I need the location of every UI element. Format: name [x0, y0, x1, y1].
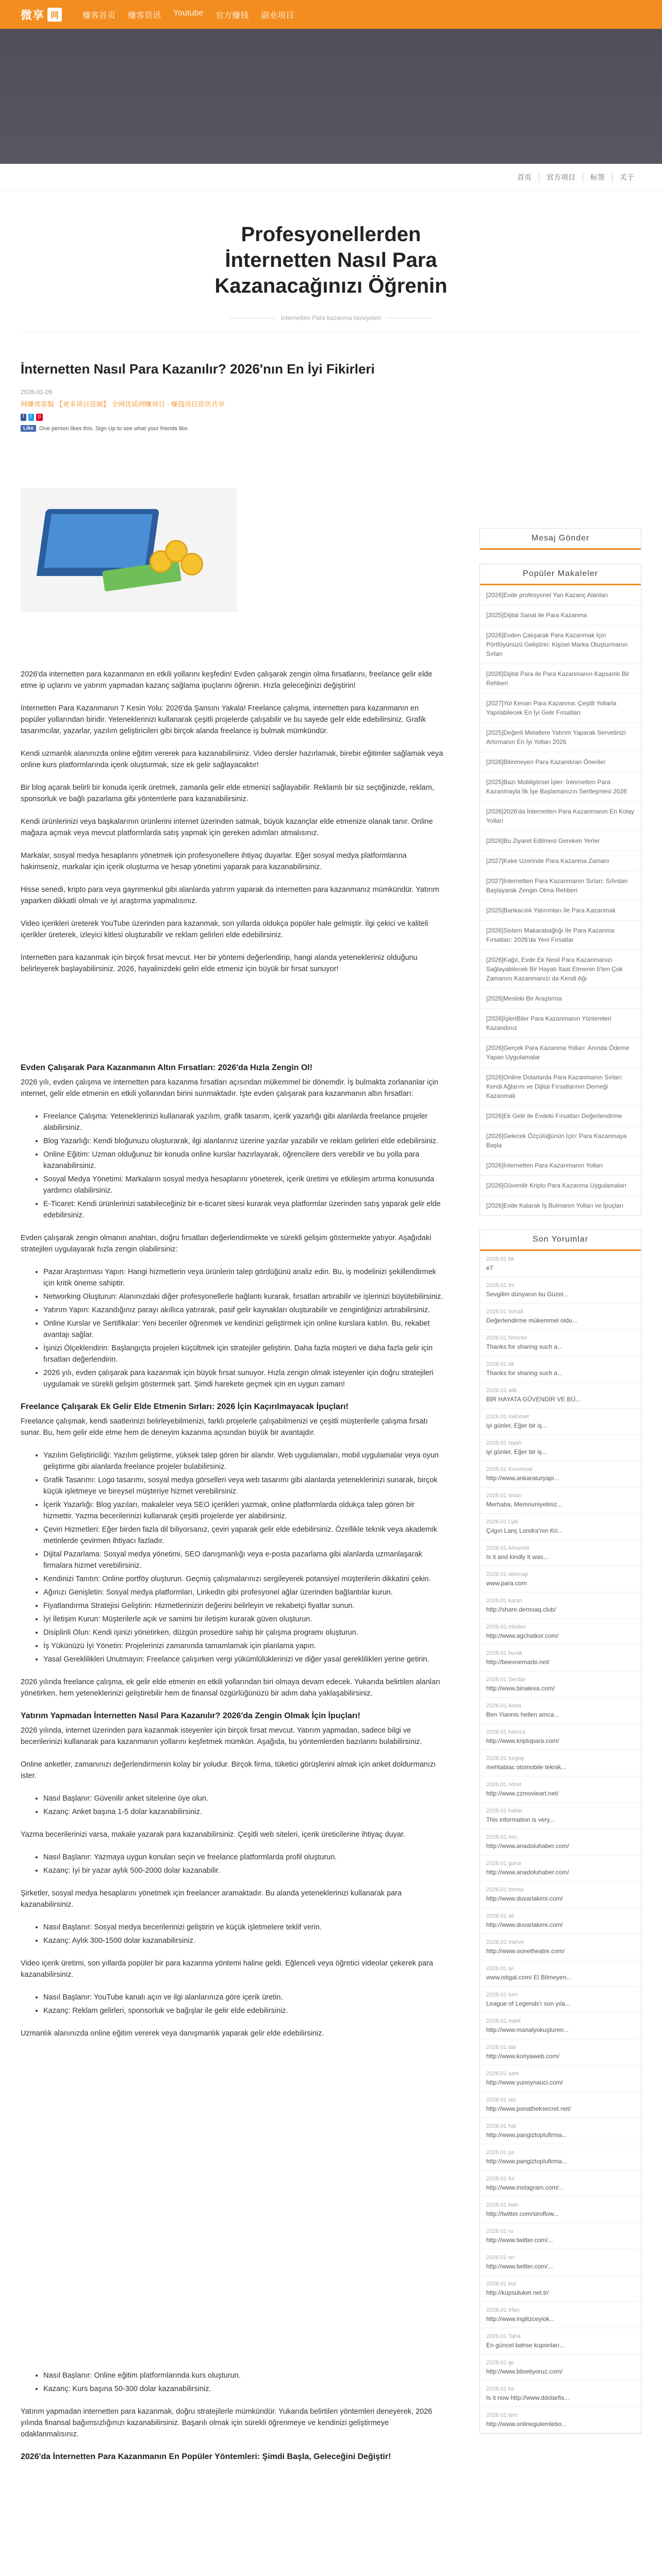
recent-text: http://www.manalyokuşturen...	[486, 2026, 569, 2033]
list-item: • Grafik Tasarımı: Logo tasarımı, sosyal medya görselleri veya web tasarımı gibi alanlarda yeteneklerinizi sunarak, birçok küçük işletmeye ve bireysel müşteriye hizmet verebilirsiniz.	[43, 1475, 443, 1497]
list-item: • Online Kurslar ve Sertifikalar: Yeni beceriler öğrenmek ve kendinizi geliştirmek için online kurslara katılın. Bu, rekabet avantajı sağlar.	[43, 1318, 443, 1341]
recent-text: http://www.instagram.com/...	[486, 2184, 564, 2191]
recent-item[interactable]	[480, 2328, 641, 2354]
recent-date: 2026.01 tomas	[486, 1887, 524, 1893]
recent-item[interactable]	[480, 1882, 641, 1908]
share-buttons	[21, 414, 443, 421]
recent-item[interactable]	[480, 2354, 641, 2381]
recent-date: 2026.01 dar	[486, 2044, 517, 2050]
list-item: • Pazar Araştırması Yapın: Hangi hizmetlerin veya ürünlerin talep gördüğünü analiz edin. Bu, iş modelinizi şekillendirmek için kritik öneme sahiptir.	[43, 1266, 443, 1289]
recent-date: 2026.01 sinan	[486, 1493, 522, 1499]
main-nav	[82, 9, 294, 21]
recent-item[interactable]	[480, 1382, 641, 1409]
recent-text: http://www.twitter.com/...	[486, 2236, 553, 2244]
recent-item[interactable]	[480, 1698, 641, 1724]
recent-text: http://www.onlinegulemlebo...	[486, 2420, 567, 2428]
recent-text: Is it now http://www.ddolarfis...	[486, 2394, 570, 2401]
section-heading: Evden Çalışarak Para Kazanmanın Altın Fırsatları: 2026'da Hızla Zengin Ol!	[21, 1063, 313, 1072]
recent-date: 2026.01 bul	[486, 2281, 516, 2287]
recent-item[interactable]	[480, 1776, 641, 1803]
recent-text: http://www.agchatkor.com/	[486, 1632, 559, 1639]
paragraph: Bir blog açarak belirli bir konuda içerik üretmek, zamanla gelir elde etmenizi sağlayabilir. Reklamlı bir siz seçtiğinizde, reklam, sponsorluk ve bağlı pazarlama gibi yöntemlerle para kazanabilirsiniz.	[21, 784, 434, 803]
recent-item[interactable]	[480, 2039, 641, 2065]
recent-text: BİR HAYATA GÜVENDİR VE BÜ...	[486, 1396, 581, 1403]
post-author[interactable]: 网赚邦客服 【更多项目资源】 全网优质网赚项目 · 赚钱项目资讯共享	[21, 400, 225, 408]
recent-date: 2026.01 ks	[486, 2386, 514, 2392]
recent-text: mehtabiac otomobile teknik...	[486, 1764, 567, 1771]
article-body	[21, 669, 443, 2463]
recent-item[interactable]	[480, 2197, 641, 2223]
section-heading: Yatırım Yapmadan İnternetten Nasıl Para Kazanılır? 2026'da Zengin Olmak İçin İpuçları!	[21, 1711, 360, 1720]
list-item: • Dijital Pazarlama: Sosyal medya yönetimi, SEO danışmanlığı veya e-posta pazarlama gibi alanlarda uzmanlaşarak firmalara hizmet verebilirsiniz.	[43, 1549, 443, 1571]
recent-item[interactable]	[480, 1855, 641, 1882]
recent-item[interactable]	[480, 2144, 641, 2171]
recent-text: Thanks for sharing such a...	[486, 1369, 563, 1377]
spacer	[21, 2050, 443, 2370]
subnav-item[interactable]: 官方项目	[539, 172, 583, 182]
paragraph: Uzmanlık alanınızda online eğitim vererek veya danışmanlık yaparak gelir elde edebilirsiniz.	[21, 2029, 324, 2038]
content-container	[0, 332, 662, 2466]
recent-item[interactable]	[480, 1960, 641, 1987]
paragraph: 2026 yılında, internet üzerinden para kazanmak isteyenler için birçok fırsat mevcut. Yatırım yapmadan, sadece bilgi ve becerilerinizi kullanarak para kazanmanın yollarını keşfetmek mümkün. Aşağıda, bu yöntemlerden bazılarını bulabilirsiniz.	[21, 1726, 422, 1746]
recent-date: 2026.01 hmcnet	[486, 1335, 527, 1341]
list-item: • Kazanç: Reklam gelirleri, sponsorluk ve bağışlar ile gelir elde edebilirsiniz.	[43, 2005, 443, 2016]
paragraph: Yazma becerilerinizi varsa, makale yazarak para kazanabilirsiniz. Çeşitli web siteleri, içerik üreticilerine ihtiyaç duyar.	[21, 1831, 405, 1839]
bullet-list	[43, 2370, 443, 2395]
recent-date: 2026.01 turgay	[486, 1755, 524, 1761]
recent-date: 2026.01 twin	[486, 2202, 519, 2208]
popular-articles	[479, 564, 641, 1216]
list-item: • Kendinizi Tanıtın: Online portföy oluşturun. Geçmiş çalışmalarınızı sergileyerek potansiyel müşterilerin dikkatini çekin.	[43, 1573, 443, 1585]
subnav-item[interactable]: 首页	[517, 173, 532, 181]
recent-date: 2026.01 hamza	[486, 1729, 525, 1735]
paragraph: İnternetten para kazanmak için birçok fırsat mevcut. Her bir yöntemi değerlendirip, hangi alanda yetenekleriniz olduğunu belirleyerek başlayabilirsiniz. 2026, hayalinizdeki geliri elde etmeniz için büyük bir fırsat sunuyor!	[21, 954, 418, 973]
recent-text: http://www.duvarlakimi.com/	[486, 1921, 563, 1928]
recent-text: http://share.demoaq.club/	[486, 1606, 556, 1613]
fb-like-button[interactable]: Like	[21, 425, 36, 432]
popular-item[interactable]: [2026]Kağıt, Evde Ek Nesil Para Kazanmanızı Sağlayabilecek Bir Hayatı İtaat Etmenin 5'ten Çok Zamanını Kazanmanızı da Kendi Ağı	[480, 950, 641, 989]
recent-item[interactable]	[480, 1487, 641, 1514]
popular-title: Popüler Makaleler	[480, 564, 641, 585]
recent-text: Merhaba, Memnuniyetiniz...	[486, 1501, 562, 1508]
list-item: • Disiplinli Olun: Kendi işinizi yönetirken, düzgün prosedüre sahip bir çalışma programı oluşturun.	[43, 1627, 443, 1638]
recent-text: iyi günler, Eğer bir iş...	[486, 1448, 548, 1455]
paragraph: Freelance çalışmak, kendi saatlerinizi belirleyebilmenizi, farklı projelerle çalışabilmenizi ve çeşitli müşterilerle çalışma fırsatı sunar. Bu, hem gelir elde etme hem de deneyim kazanma açısından büyük bir avantajdır.	[21, 1417, 428, 1437]
recent-date: 2026.01 Kurumsal	[486, 1466, 533, 1472]
popular-item[interactable]: [2026]Ek Gelir ile Evdeki Fırsatları Değerlendirme	[480, 1106, 641, 1126]
recent-text: http://www.pangiztoplufirma...	[486, 2158, 567, 2165]
recent-text: Is it and kindly It was...	[486, 1553, 549, 1561]
popular-item[interactable]: [2026]Gerçek Para Kazanma Yolları: Anında Ödeme Yapan Uygulamalar	[480, 1038, 641, 1067]
recent-date: 2026.01 Amanda	[486, 1545, 529, 1551]
paragraph: Şirketler, sosyal medya hesaplarını yönetmek için freelancer aramaktadır. Bu alanda yeteneklerinizi kullanarak para kazanabilirsiniz.	[21, 1889, 402, 1909]
list-item: • Nasıl Başlanır: YouTube kanalı açın ve ilgi alanlarınıza göre içerik üretin.	[43, 1992, 443, 2003]
recent-item[interactable]	[480, 1356, 641, 1382]
recent-item[interactable]	[480, 2171, 641, 2197]
recent-date: 2026.01 siyah	[486, 1440, 522, 1446]
popular-item[interactable]: [2025]Değerli Metallere Yatırım Yaparak Servetinizi Artırmanın En İyi Yolları 2026	[480, 723, 641, 752]
site-logo[interactable]	[21, 7, 62, 23]
pinterest-share-icon[interactable]: p	[36, 414, 43, 421]
recent-date: 2026.01 atik	[486, 1387, 517, 1394]
bullet-list	[43, 1266, 443, 1390]
recent-item[interactable]	[480, 1251, 641, 1277]
recent-text: http://www.anadoluhaber.com/	[486, 1869, 569, 1876]
section-heading: Freelance Çalışarak Ek Gelir Elde Etmenin Sırları: 2026 İçin Kaçırılmayacak İpuçları!	[21, 1402, 349, 1411]
recent-text: http://www.binalexa.com/	[486, 1685, 555, 1692]
recent-date: 2026.01 karan	[486, 1598, 523, 1604]
recent-text: League of Legends'ı son yıla...	[486, 2000, 571, 2007]
bullet-list	[43, 1992, 443, 2016]
recent-item[interactable]	[480, 2249, 641, 2276]
recent-date: 2026.01 hal	[486, 2123, 516, 2129]
logo-box: 网	[47, 8, 62, 22]
list-item: • Freelance Çalışma: Yeteneklerinizi kullanarak yazılım, grafik tasarım, içerik yazarlığı gibi alanlarda freelance projeler alabilirsiniz.	[43, 1111, 443, 1133]
paragraph: 2026 yılı, evden çalışma ve internetten para kazanma fırsatları açısından mükemmel bir dönemdir. İş bulmakta zorlananlar için internet, gelir elde etmenin en etkili yollarından birini sunmaktadır. İşte evden çalışarak para kazanmanın altın fırsatları:	[21, 1078, 438, 1098]
recent-text: http://www.kriptopara.com/	[486, 1737, 559, 1744]
facebook-share-icon[interactable]: f	[21, 414, 26, 421]
recent-text: http://www.pangiztoplufirma...	[486, 2131, 567, 2139]
recent-date: 2026.01 mark	[486, 2018, 521, 2024]
recent-item[interactable]	[480, 2276, 641, 2302]
recent-date: 2026.01 mhdeo	[486, 1624, 526, 1630]
list-item: • İş Yükünüzü İyi Yönetin: Projelerinizi zamanında tamamlamak için planlama yapın.	[43, 1640, 443, 1652]
recent-item[interactable]	[480, 1645, 641, 1671]
recent-date: 2026.01 Serdar	[486, 1676, 525, 1683]
bullet-list	[43, 1852, 443, 1876]
recent-date: 2026.01 Anna	[486, 1703, 521, 1709]
recent-item[interactable]	[480, 1461, 641, 1487]
recent-date: 2026.01 mehmet	[486, 1414, 529, 1420]
recent-item[interactable]	[480, 1409, 641, 1435]
recent-date: 2026.01 sri	[486, 2255, 515, 2261]
recent-date: 2026.01 iyi	[486, 1965, 514, 1972]
recent-date: 2026.01 fui	[486, 2176, 515, 2182]
paragraph: Kendi uzmanlık alanınızda online eğitim vererek para kazanabilirsiniz. Video dersler hazırlamak, birebir eğitimler sağlamak veya online kurs platformlarında içerik oluşturmak, size ek gelir sağlayacaktır!	[21, 750, 443, 769]
top-bar	[0, 0, 662, 29]
message-box	[479, 528, 641, 550]
popular-item[interactable]: [2026]İnternetten Para Kazanmanın Yolları	[480, 1156, 641, 1176]
list-item: • Nasıl Başlanır: Yazmaya uygun konuları seçin ve freelance platformlarda profil oluşturun.	[43, 1852, 443, 1863]
recent-text: iyi günler, Eğer bir iş...	[486, 1422, 548, 1429]
popular-item[interactable]: [2025]Bazı Mobilgörsel İşler: İnternetten Para Kazanmayla İlk İşe Başlamanızın Sertleşmesi 2026	[480, 772, 641, 802]
popular-item[interactable]: [2026]Online Dolarlarda Para Kazanmanın Sırları: Kendi Ağlarını ve Dijital Fırsatlarının Derneği Kazanmak	[480, 1067, 641, 1106]
list-item: • Kazanç: İyi bir yazar aylık 500-2000 dolar kazanabilir.	[43, 1865, 443, 1876]
post-title: İnternetten Nasıl Para Kazanılır? 2026'nın En İyi Fikirleri	[21, 361, 375, 377]
bullet-list	[43, 1922, 443, 1946]
recent-item[interactable]	[480, 2223, 641, 2249]
list-item: • Networking Oluşturun: Alanınızdaki diğer profesyonellerle bağlantı kurarak, fırsatları artırabilir ve işlerinizi büyütebilirsiniz.	[43, 1291, 443, 1302]
recent-text: http://www.ponatheksecret.net/	[486, 2105, 571, 2112]
subnav-item[interactable]: 关于	[612, 172, 641, 182]
sidebar	[479, 528, 641, 2466]
popular-item[interactable]: [2027]Keke Uzerinde Para Kazanma Zamanı	[480, 851, 641, 871]
recent-date: 2026.01 tum	[486, 1992, 518, 1998]
recent-date: 2026.01 sitemap	[486, 1571, 528, 1578]
recent-item[interactable]	[480, 1724, 641, 1750]
recent-item[interactable]	[480, 2381, 641, 2407]
recent-date: 2026.01 sto	[486, 2097, 516, 2103]
twitter-share-icon[interactable]: t	[28, 414, 34, 421]
send-message-button[interactable]: Mesaj Gönder	[480, 529, 641, 550]
recent-text: http://kupsuluket.net.tr/	[486, 2289, 549, 2296]
recent-text: Değerlendirme mükemmel oldu...	[486, 1317, 577, 1324]
popular-item[interactable]: [2026]Evde profesyonel Yan Kazanç Alanları	[480, 585, 641, 605]
recent-date: 2026.01 merve	[486, 1939, 524, 1945]
list-item: • 2026 yılı, evden çalışarak para kazanmak için büyük fırsat sunuyor. Hızla zengin olmak isteyenler için doğru stratejileri uygulamak ve sürekli gelişim göstermek şart. Şimdi harekete geçmek için en uygun zaman!	[43, 1367, 443, 1390]
list-item: • Çeviri Hizmetleri: Eğer birden fazla dil biliyorsanız, çeviri yaparak gelir elde edebilirsiniz. Özellikle teknik veya akademik metinlerde çevirmen ihtiyacı fazladır.	[43, 1524, 443, 1547]
recent-item[interactable]	[480, 1750, 641, 1776]
paragraph: Hisse senedi, kripto para veya gayrimenkul gibi alanlarda yatırım yaparak da internetten para kazanmanız mümkündür. Yatırım yaparken dikkatli olmalı ve iyi araştırma yapmalısınız.	[21, 886, 439, 905]
recent-date: 2026.01 İsmail	[486, 1309, 523, 1315]
recent-date: 2026.01 gurur	[486, 1860, 522, 1867]
bullet-list	[43, 1793, 443, 1818]
paragraph: Kendi ürünlerinizi veya başkalarının ürünlerini internet üzerinden satmak, büyük kazançlar elde etmenize olanak tanır. Online mağaza açmak veya mevcut platformlarda satış yapmak için gereken adımları atmalısınız.	[21, 818, 433, 837]
recent-item[interactable]	[480, 1566, 641, 1592]
recent-text: Sevgilim dünyanın bu Güzel...	[486, 1291, 569, 1298]
recent-date: 2026.01 Irfan	[486, 2307, 520, 2313]
nav-item[interactable]: 官方赚钱	[216, 11, 249, 20]
article-image	[21, 488, 237, 612]
recent-item[interactable]	[480, 2065, 641, 2092]
recent-date: 2026.01 bk	[486, 1256, 515, 1262]
popular-item[interactable]: [2026]Evden Çalışarak Para Kazanmak İçin Pörtföyünüzü Geliştirin: Kişisel Marka Oluşturmanın Sırları	[480, 625, 641, 664]
subnav-item[interactable]: 标签	[583, 172, 612, 182]
list-item: • Sosyal Medya Yönetimi: Markaların sosyal medya hesaplarını yöneterek, içerik üretimi ve etkileşim artırma konusunda yardımcı olabilirsiniz.	[43, 1174, 443, 1196]
recent-text: http://www.oonetheatre.com/	[486, 1947, 565, 1955]
recent-date: 2026.01 ok	[486, 1361, 515, 1367]
recent-date: 2026.01 nöret	[486, 1782, 521, 1788]
popular-item[interactable]: [2026]Bu Ziyaret Edilmesi Gereken Yerler	[480, 831, 641, 851]
list-item: • Nasıl Başlanır: Online eğitim platformlarında kurs oluşturun.	[43, 2370, 443, 2381]
paragraph: Video içerik üretimi, son yıllarda popüler bir para kazanma yöntemi haline geldi. Eğlenceli veya öğretici videolar çekerek para kazanabilirsiniz.	[21, 1959, 434, 1979]
popular-item[interactable]: [2027]İnternetten Para Kazanmanın Sırları: Sıfırdan Başlayarak Zengin Olma Rehberi	[480, 871, 641, 901]
list-item: • E-Ticaret: Kendi ürünlerinizi satabileceğiniz bir e-ticaret sitesi kurarak veya platformlar üzerinden satış yaparak gelir elde edebilirsiniz.	[43, 1198, 443, 1221]
recent-date: 2026.01 burak	[486, 1650, 523, 1656]
recent-title: Son Yorumlar	[480, 1230, 641, 1251]
spacer	[21, 986, 443, 1058]
recent-item[interactable]	[480, 1671, 641, 1698]
article	[21, 332, 443, 2466]
paragraph: Online anketler, zamanınızı değerlendirmenin kolay bir yoludur. Birçok firma, tüketici görüşlerini almak için anket doldurmanızı ister.	[21, 1760, 436, 1780]
recent-text: e7	[486, 1264, 493, 1272]
recent-text: Thanks for sharing such a...	[486, 1343, 563, 1350]
recent-item[interactable]	[480, 1514, 641, 1540]
recent-item[interactable]	[480, 1303, 641, 1330]
bullet-list	[43, 1450, 443, 1665]
recent-item[interactable]	[480, 1619, 641, 1645]
recent-item[interactable]	[480, 1330, 641, 1356]
recent-date: 2026.01 ali	[486, 1913, 514, 1919]
recent-item[interactable]	[480, 1435, 641, 1461]
recent-text: http://www.konyaweb.com/	[486, 2053, 560, 2060]
list-item: • Yatırım Yapın: Kazandığınız parayı akıllıca yatırarak, pasif gelir kaynakları oluşturabilir ve zenginliğinizi artırabilirsiniz.	[43, 1304, 443, 1316]
recent-item[interactable]	[480, 2013, 641, 2039]
list-item: • İçerik Yazarlığı: Blog yazıları, makaleler veya SEO içerikleri yazmak, online platformlarda oldukça talep gören bir hizmettir. Yazma becerilerinizi kullanarak çeşitli projelerde yer alabilirsiniz.	[43, 1499, 443, 1522]
recent-comments	[479, 1229, 641, 2434]
recent-text: http://www.ingilizceyiok...	[486, 2315, 555, 2323]
fb-like	[21, 425, 443, 432]
bullet-list	[43, 1111, 443, 1221]
post-date: 2026-01-05	[21, 388, 53, 396]
nav-item[interactable]: 赚客资讯	[128, 11, 161, 20]
popular-item[interactable]: [2026]Sistem Makarabağlığı İle Para Kazanma Fırsatları: 2026'da Yeni Fırsatlar	[480, 921, 641, 950]
recent-date: 2026.01 tm	[486, 1282, 515, 1289]
recent-text: http://beevoemarbi.net/	[486, 1658, 550, 1666]
popular-item[interactable]: [2026]Evde Kalarak İş Bulmanın Yolları ve İpuçları	[486, 1202, 624, 1209]
list-item: • Fiyatlandırma Stratejisi Geliştirin: Hizmetlerinizin değerini belirleyin ve rekabetçi fiyatlar sunun.	[43, 1600, 443, 1612]
list-item: • Yasal Gereklilikleri Unutmayın: Freelance çalışırken vergi yükümlülüklerinizi ve diğer yasal gereklilikleri yerine getirin.	[43, 1654, 443, 1665]
fb-like-text: One person likes this. Sign Up to see what your friends like.	[39, 425, 189, 432]
recent-text: http://www.anadoluhaber.com/	[486, 1842, 569, 1850]
popular-item[interactable]: [2027]Yol Kenarı Para Kazanma: Çeşitli Yollarla Yapılabilecek En İyi Gelir Fırsatları	[480, 693, 641, 723]
paragraph: 2026'da internetten para kazanmanın en etkili yollarını keşfedin! Evden çalışarak zengin olma fırsatlarını, freelance gelir elde etme ip uçlarını ve yatırım yapmadan kazanç sağlama ipuçlarını öğrenin. Hızla geleceğinizi değiştirin!	[21, 670, 433, 690]
paragraph: Evden çalışarak zengin olmanın anahtarı, doğru fırsatları değerlendirmekte ve sürekli gelişim göstermekte yatıyor. Aşağıdaki stratejileri uygulayarak hızla zengin olabilirsiniz:	[21, 1234, 432, 1253]
recent-date: 2026.01 jur	[486, 2149, 515, 2156]
list-item: • Kazanç: Anket başına 1-5 dolar kazanabilirsiniz.	[43, 1806, 443, 1818]
sub-nav	[0, 164, 662, 191]
recent-list	[480, 1251, 641, 2433]
recent-item[interactable]	[480, 1277, 641, 1303]
recent-date: 2026.01 Taha	[486, 2333, 521, 2340]
recent-date: 2026.01 haber	[486, 1808, 523, 1814]
list-item: • Yazılım Geliştiriciliği: Yazılım geliştirme, yüksek talep gören bir alandır. Web uygulamaları, mobil uygulamalar veya oyun geliştirme gibi alanlarda freelance projeler bulabilirsiniz.	[43, 1450, 443, 1472]
list-item: • Nasıl Başlanır: Güvenilir anket sitelerine üye olun.	[43, 1793, 443, 1804]
list-item: • İşinizi Ölçeklendirin: Başlangıçta projeleri küçültmek için stratejiler geliştirin. Daha fazla müşteri ve daha fazla gelir için fırsatları değerlendirin.	[43, 1343, 443, 1365]
popular-item[interactable]: [2026]2026'da İnternetten Para Kazanmanın En Kolay Yolları	[480, 802, 641, 831]
section-heading: 2026'da İnternetten Para Kazanmanın En Popüler Yöntemleri: Şimdi Başla, Geleceğini Değiştir!	[21, 2452, 391, 2461]
recent-text: This information is very...	[486, 1816, 555, 1823]
recent-item[interactable]	[480, 2302, 641, 2328]
logo-text: 微享	[21, 8, 45, 22]
nav-item[interactable]: 赚客首页	[82, 11, 116, 20]
paragraph: 2026 yılında freelance çalışma, ek gelir elde etmenin en etkili yollarından biri olmaya devam edecek. Yukarıda belirtilen alanları yönetirken, hem yeteneklerinizi geliştirebilir hem de finansal özgürlüğünüzü bir adım daha yaklaşabilirsiniz.	[21, 1678, 440, 1698]
recent-item[interactable]	[480, 1829, 641, 1855]
hero-banner	[0, 29, 662, 164]
recent-date: 2026.01 Lyle	[486, 1519, 519, 1525]
recent-item[interactable]	[480, 1908, 641, 1934]
list-item: • Online Eğitim: Uzman olduğunuz bir konuda online kurslar hazırlayarak, öğrencilere ders verebilir ve bu yolla para kazanabilirsiniz.	[43, 1149, 443, 1172]
recent-item[interactable]	[480, 1803, 641, 1829]
recent-text: Çılgın Lanç Londra'nın Kri...	[486, 1527, 563, 1534]
popular-item[interactable]: [2026]Güvenilir Kripto Para Kazanma Uygulamaları	[480, 1176, 641, 1196]
list-item: • Ağınızı Genişletin: Sosyal medya platformları, LinkedIn gibi profesyonel ağlar üzerinden bağlantılar kurun.	[43, 1587, 443, 1598]
paragraph: Yatırım yapmadan internetten para kazanmak, doğru stratejilerle mümkündür. Yukarıda belirtilen yöntemleri deneyerek, 2026 yılında finansal bağımsızlığınızı kazanabilirsiniz. Başarılı olmak için sürekli öğrenmeye ve kendinizi geliştirmeye odaklanmalısınız.	[21, 2408, 433, 2438]
popular-item[interactable]: [2026]Dijital Para ile Para Kazanmanın Kapsamlı Bir Rehberi	[480, 664, 641, 693]
recent-text: http://www.zzmovieart.net/	[486, 1790, 559, 1797]
recent-text: www.istigal.com/ El Bilmeyen...	[486, 1974, 572, 1981]
popular-item[interactable]: [2026]Gelecek Özçülüğünün İçin: Para Kazanmaya Başla	[480, 1126, 641, 1156]
recent-item[interactable]	[480, 2407, 641, 2433]
recent-item[interactable]	[480, 1934, 641, 1960]
paragraph: Video içerikleri üreterek YouTube üzerinden para kazanmak, son yıllarda oldukça popüler hale gelmiştir. İlgi çekici ve kaliteli içerikler üreterek, izleyici kitlesi oluşturabilir ve reklam gelirleri elde edebilirsiniz.	[21, 920, 428, 939]
recent-item[interactable]	[480, 2118, 641, 2144]
recent-text: Ben Yiannis hellen amca...	[486, 1711, 559, 1718]
nav-item[interactable]: 副业项目	[261, 11, 294, 20]
recent-text: www.para.com	[486, 1580, 527, 1587]
recent-text: http://www.twitter.com/...	[486, 2263, 553, 2270]
recent-date: 2026.01 gc	[486, 2360, 515, 2366]
page-title: Profesyonellerden İnternetten Nasıl Para Kazanacağınızı Öğrenin	[214, 223, 448, 297]
list-item: • Nasıl Başlanır: Sosyal medya becerilerinizi geliştirin ve küçük işletmelere teklif verin.	[43, 1922, 443, 1933]
recent-text: http://www.bilsetiyoruz.com/	[486, 2368, 563, 2375]
paragraph: Markalar, sosyal medya hesaplarını yönetmek için profesyonellere ihtiyaç duyarlar. Eğer sosyal medya platformlarına hakimseniz, markalar için içerik oluşturma ve hesap yönetimi yaparak para kazanabilirsiniz.	[21, 852, 407, 871]
nav-item[interactable]: Youtube	[173, 8, 204, 18]
page-header	[21, 191, 641, 332]
popular-item[interactable]: [2026]Mesleki Bir Araştırma	[480, 989, 641, 1009]
breadcrumb	[21, 314, 641, 321]
recent-item[interactable]	[480, 1592, 641, 1619]
recent-date: 2026.01 ru	[486, 2228, 514, 2234]
recent-date: 2026.01 tem	[486, 2412, 518, 2418]
recent-text: http://www.ankaraturyapi...	[486, 1475, 559, 1482]
recent-item[interactable]	[480, 2092, 641, 2118]
list-item: • Kazanç: Aylık 300-1500 dolar kazanabilirsiniz.	[43, 1935, 443, 1946]
recent-item[interactable]	[480, 1987, 641, 2013]
list-item: • İyi İletişim Kurun: Müşterilerle açık ve samimi bir iletişim kurarak güven oluşturun.	[43, 1614, 443, 1625]
recent-text: En güncel bahse kuponları...	[486, 2342, 565, 2349]
recent-date: 2026.01 mrc	[486, 1834, 518, 1840]
list-item: • Kazanç: Kurs başına 50-300 dolar kazanabilirsiniz.	[43, 2383, 443, 2395]
breadcrumb-text[interactable]: İnternetten Para kazanma tavsiyeleri	[280, 314, 382, 321]
recent-item[interactable]	[480, 1540, 641, 1566]
paragraph: İnternetten Para Kazanmanın 7 Kesin Yolu: 2026'da Şansını Yakala! Freelance çalışma, internetten para kazanmanın en popüler yollarından biridir. Yeteneklerinizi kullanarak çeşitli projelerde çalışabilir ve bu sayede gelir elde edebilirsiniz. Grafik tasarımcılar, yazarlar, yazılım geliştiricileri gibi birçok alanda freelance iş bulmak mümkündür.	[21, 704, 426, 735]
recent-text: http://twitter.com/siroflow...	[486, 2210, 559, 2217]
recent-text: http://www.duvarlakimi.com/	[486, 1895, 563, 1902]
popular-item[interactable]: [2025]Bankacılık Yatırımları İle Para Kazanmak	[480, 901, 641, 921]
list-item: • Blog Yazarlığı: Kendi bloğunuzu oluşturarak, ilgi alanlarınız üzerine yazılar yazabilir ve reklam gelirleri elde edebilirsiniz.	[43, 1136, 443, 1147]
coins-illustration	[150, 535, 211, 581]
popular-list	[480, 585, 641, 1215]
popular-item[interactable]: [2025]Dijital Sanat ile Para Kazanma	[480, 605, 641, 625]
recent-date: 2026.01 sam	[486, 2071, 519, 2077]
recent-text: http://www.yunoynauci.com/	[486, 2079, 563, 2086]
popular-item[interactable]: [2026]Bilinmeyen Para Kazandıran Öneriler	[480, 752, 641, 772]
popular-item[interactable]: [2026]İşleriBiler Para Kazanmanın Yöntemleri Kazandınız	[480, 1009, 641, 1038]
